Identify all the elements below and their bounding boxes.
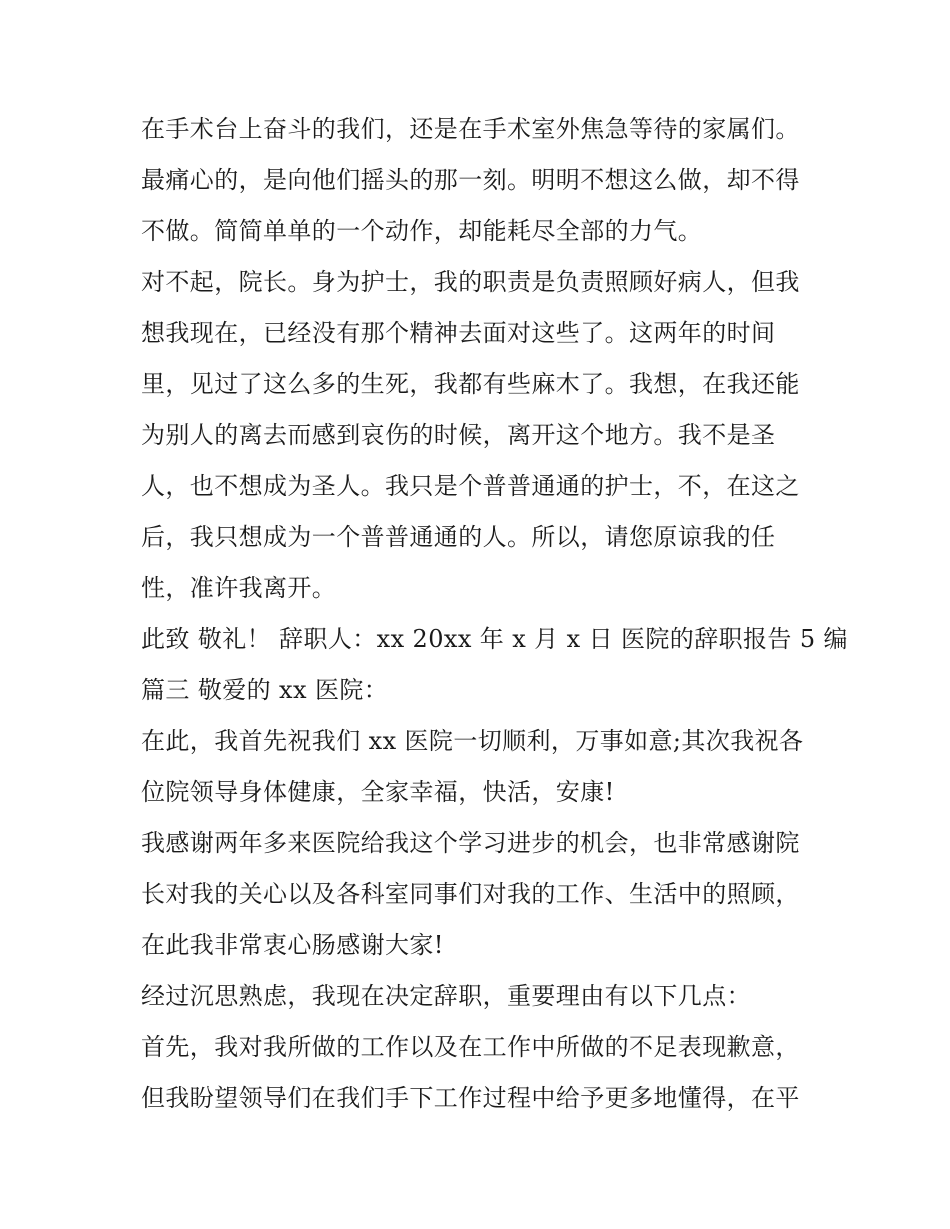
text-line: 但我盼望领导们在我们手下工作过程中给予更多地懂得，在平: [141, 1084, 800, 1112]
text-line: 在手术台上奋斗的我们，还是在手术室外焦急等待的家属们。: [141, 115, 800, 143]
text-line: 里，见过了这么多的生死，我都有些麻木了。我想，在我还能: [141, 370, 800, 398]
text-line: 最痛心的，是向他们摇头的那一刻。明明不想这么做，却不得: [141, 166, 800, 194]
text-line: 长对我的关心以及各科室同事们对我的工作、生活中的照顾，: [141, 880, 800, 908]
document-body: [141, 104, 848, 1124]
text-line: 在此，我首先祝我们 xx 医院一切顺利，万事如意;其次我祝各: [141, 727, 804, 755]
text-line: 人，也不想成为圣人。我只是个普普通通的护士，不，在这之: [141, 472, 800, 500]
text-line: 我感谢两年多来医院给我这个学习进步的机会，也非常感谢院: [141, 829, 800, 857]
text-line: 对不起，院长。身为护士，我的职责是负责照顾好病人，但我: [141, 268, 800, 296]
text-line: 此致 敬礼！ 辞职人：xx 20xx 年 x 月 x 日 医院的辞职报告 5 编: [141, 625, 848, 653]
text-line: 想我现在，已经没有那个精神去面对这些了。这两年的时间: [141, 319, 776, 347]
text-line: 位院领导身体健康，全家幸福，快活，安康!: [141, 778, 615, 806]
text-line: 篇三 敬爱的 xx 医院：: [141, 676, 389, 704]
text-line: 在此我非常衷心肠感谢大家!: [141, 931, 444, 959]
text-line: 性，准许我离开。: [141, 574, 337, 602]
text-line: 为别人的离去而感到哀伤的时候，离开这个地方。我不是圣: [141, 421, 776, 449]
text-line: 不做。简简单单的一个动作，却能耗尽全部的力气。: [141, 217, 703, 245]
text-line: 后，我只想成为一个普普通通的人。所以，请您原谅我的任: [141, 523, 776, 551]
text-line: 首先，我对我所做的工作以及在工作中所做的不足表现歉意，: [141, 1033, 800, 1061]
text-line: 经过沉思熟虑，我现在决定辞职，重要理由有以下几点：: [141, 982, 751, 1010]
